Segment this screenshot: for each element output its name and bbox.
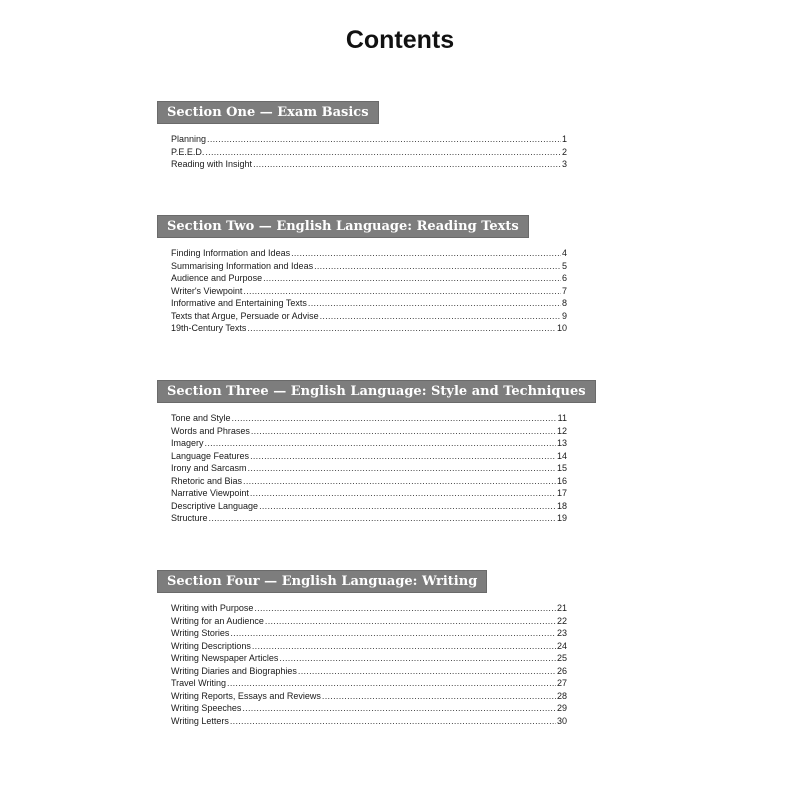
entry-page-number: 3 [561, 159, 567, 169]
dot-leader [320, 310, 561, 323]
contents-entry [171, 475, 567, 488]
entry-page-number: 24 [556, 640, 567, 651]
dot-leader [314, 260, 561, 273]
entry-title: Words and Phrases [171, 425, 250, 436]
entry-title: Texts that Argue, Persuade or Advise [171, 310, 319, 321]
dot-leader [259, 500, 556, 513]
entry-title: Writing Newspaper Articles [171, 653, 279, 663]
contents-entry [171, 297, 567, 310]
entry-page-number: 26 [556, 665, 567, 676]
entry-title: Writing Letters [171, 715, 229, 726]
contents-entry [171, 487, 567, 500]
entry-page-number: 22 [556, 615, 567, 626]
entry-page-number: 16 [556, 475, 567, 486]
entry-title: Writing Diaries and Biographies [171, 665, 297, 676]
entry-page-number: 9 [561, 310, 567, 321]
entry-title: Rhetoric and Bias [171, 475, 243, 486]
dot-leader [207, 133, 561, 146]
dot-leader [232, 412, 557, 425]
dot-leader [230, 715, 556, 728]
dot-leader [308, 297, 561, 310]
contents-entry [171, 500, 567, 513]
contents-entry [171, 702, 567, 715]
entry-page-number: 27 [556, 678, 567, 688]
page-title: Contents [345, 26, 455, 54]
dot-leader [242, 702, 556, 715]
dot-leader [247, 322, 556, 335]
dot-leader [205, 146, 561, 159]
entry-page-number: 11 [557, 413, 567, 423]
contents-entry [171, 322, 567, 335]
contents-entry [171, 260, 567, 273]
section-entries [171, 602, 567, 727]
dot-leader [250, 450, 556, 463]
entry-page-number: 28 [556, 690, 567, 701]
dot-leader [265, 615, 556, 628]
contents-section [157, 380, 586, 525]
entry-page-number: 21 [556, 603, 567, 613]
entry-title: Imagery [171, 438, 204, 448]
dot-leader [322, 690, 556, 703]
contents-entry [171, 133, 567, 146]
dot-leader [230, 627, 556, 640]
contents-entry [171, 450, 567, 463]
entry-title: Writing Reports, Essays and Reviews [171, 690, 321, 701]
entry-title: Narrative Viewpoint [171, 488, 249, 498]
dot-leader [243, 285, 561, 298]
contents-entry [171, 437, 567, 450]
contents-entry [171, 285, 567, 298]
entry-title: Writing with Purpose [171, 603, 254, 613]
section-heading: Section Four — English Language: Writing [157, 570, 487, 593]
contents-entry [171, 690, 567, 703]
contents-entry [171, 425, 567, 438]
dot-leader [251, 425, 556, 438]
entry-title: 19th-Century Texts [171, 323, 247, 333]
entry-title: Writing Speeches [171, 703, 242, 713]
entry-title: P.E.E.D. [171, 146, 205, 157]
entry-page-number: 1 [561, 134, 567, 144]
section-entries [171, 247, 567, 335]
entry-page-number: 29 [556, 703, 567, 713]
dot-leader [248, 462, 556, 475]
contents-entry [171, 146, 567, 159]
dot-leader [253, 158, 561, 171]
entry-page-number: 30 [556, 715, 567, 726]
entry-title: Language Features [171, 450, 250, 461]
contents-section [157, 215, 577, 335]
entry-title: Descriptive Language [171, 500, 259, 511]
contents-entry [171, 627, 567, 640]
entry-page-number: 2 [561, 146, 567, 157]
dot-leader [243, 475, 556, 488]
dot-leader [252, 640, 556, 653]
entry-page-number: 10 [556, 323, 567, 333]
entry-page-number: 5 [561, 260, 567, 271]
entry-page-number: 12 [556, 425, 567, 436]
contents-entry [171, 665, 567, 678]
contents-entry [171, 247, 567, 260]
entry-page-number: 7 [561, 285, 567, 296]
entry-title: Writing Stories [171, 628, 230, 638]
contents-section [157, 101, 577, 171]
section-heading: Section One — Exam Basics [157, 101, 379, 124]
entry-title: Writing for an Audience [171, 615, 264, 626]
entry-page-number: 6 [561, 273, 567, 283]
entry-title: Planning [171, 134, 207, 144]
entry-title: Finding Information and Ideas [171, 248, 291, 258]
contents-entry [171, 462, 567, 475]
entry-page-number: 18 [556, 500, 567, 511]
contents-entry [171, 715, 567, 728]
section-entries [171, 412, 567, 525]
dot-leader [263, 272, 561, 285]
entry-title: Irony and Sarcasm [171, 463, 247, 473]
entry-page-number: 17 [556, 488, 567, 498]
contents-entry [171, 677, 567, 690]
contents-entry [171, 158, 567, 171]
entry-page-number: 19 [556, 513, 567, 523]
dot-leader [291, 247, 561, 260]
contents-entry [171, 652, 567, 665]
entry-page-number: 13 [556, 438, 567, 448]
dot-leader [254, 602, 556, 615]
entry-title: Audience and Purpose [171, 273, 263, 283]
dot-leader [205, 437, 556, 450]
contents-entry [171, 640, 567, 653]
entry-title: Tone and Style [171, 413, 231, 423]
section-heading: Section Two — English Language: Reading Texts [157, 215, 529, 238]
entry-title: Travel Writing [171, 678, 227, 688]
dot-leader [279, 652, 556, 665]
entry-page-number: 14 [556, 450, 567, 461]
entry-page-number: 25 [556, 653, 567, 663]
contents-entry [171, 412, 567, 425]
contents-entry [171, 310, 567, 323]
dot-leader [227, 677, 556, 690]
entry-title: Writing Descriptions [171, 640, 251, 651]
dot-leader [298, 665, 556, 678]
entry-page-number: 23 [556, 628, 567, 638]
section-heading: Section Three — English Language: Style and Techniques [157, 380, 596, 403]
entry-title: Summarising Information and Ideas [171, 260, 314, 271]
contents-entry [171, 615, 567, 628]
contents-entry [171, 602, 567, 615]
entry-page-number: 4 [561, 248, 567, 258]
section-entries [171, 133, 567, 171]
entry-page-number: 15 [556, 463, 567, 473]
entry-title: Reading with Insight [171, 159, 253, 169]
dot-leader [209, 512, 556, 525]
entry-page-number: 8 [561, 298, 567, 308]
entry-title: Informative and Entertaining Texts [171, 298, 307, 308]
entry-title: Structure [171, 513, 208, 523]
contents-entry [171, 272, 567, 285]
contents-entry [171, 512, 567, 525]
dot-leader [250, 487, 556, 500]
contents-section [157, 570, 577, 727]
entry-title: Writer's Viewpoint [171, 285, 243, 296]
